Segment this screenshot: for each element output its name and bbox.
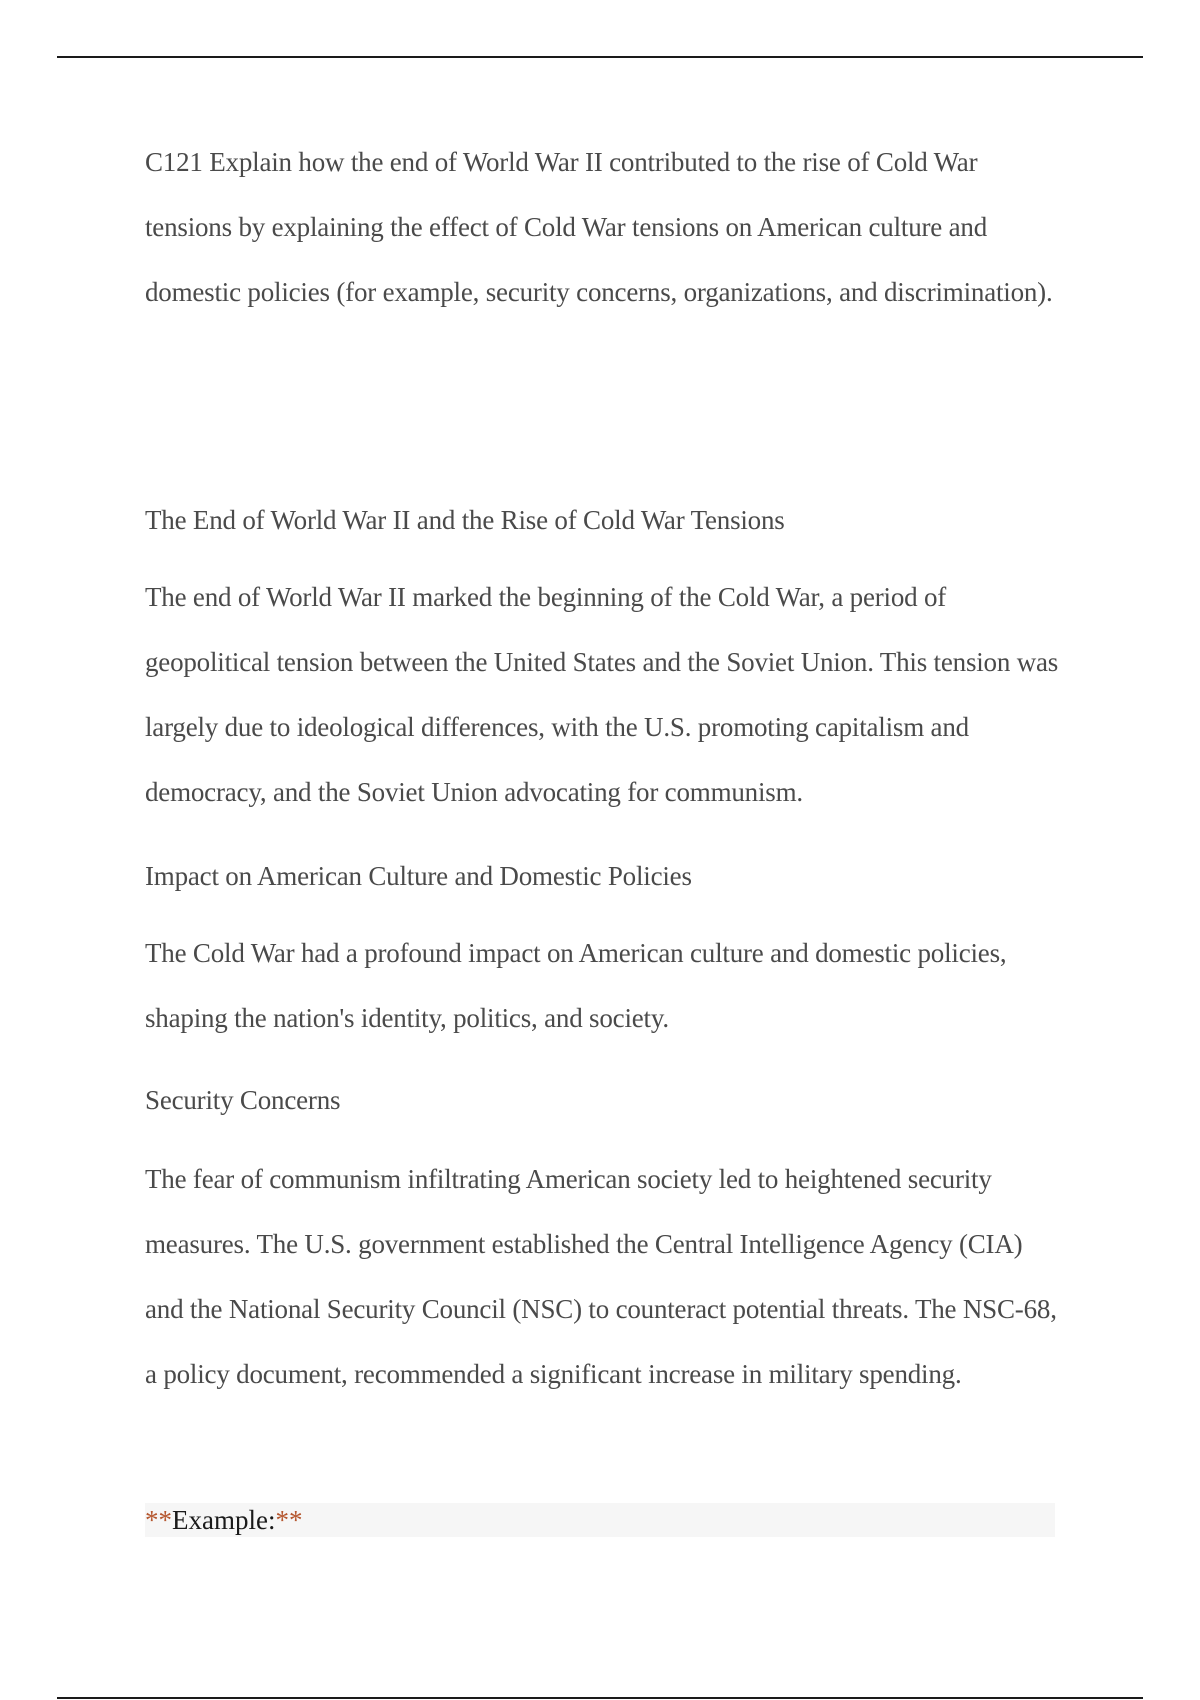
question-paragraph: C121 Explain how the end of World War II contributed to the rise of Cold War tensions by explaining the effect of Cold War tensions on American culture and domestic policies (for example, security concerns, organizations, and discrimination).: [145, 147, 1053, 307]
section-heading-impact: Impact on American Culture and Domestic Policies: [145, 861, 692, 891]
bottom-rule: [57, 1697, 1143, 1699]
section-heading-end-of-war: The End of World War II and the Rise of Cold War Tensions: [145, 505, 785, 535]
example-open-mark: **: [145, 1505, 172, 1535]
section-body-security: The fear of communism infiltrating American society led to heightened security measures. The U.S. government established the Central Intelligence Agency (CIA) and the National Security Council (NSC) to counteract potential threats. The NSC-68, a policy document, recommended a significant increase in military spending.: [145, 1164, 1057, 1389]
section-body-end-of-war: The end of World War II marked the beginning of the Cold War, a period of geopolitical tension between the United States and the Soviet Union. This tension was largely due to ideological differences, with the U.S. promoting capitalism and democracy, and the Soviet Union advocating for communism.: [145, 582, 1059, 807]
top-rule: [57, 56, 1143, 58]
section-body-impact: The Cold War had a profound impact on American culture and domestic policies, shaping the nation's identity, politics, and society.: [145, 938, 1007, 1033]
example-word: Example:: [172, 1505, 276, 1535]
example-label: [145, 1500, 302, 1540]
section-heading-security: Security Concerns: [145, 1085, 341, 1115]
example-close-mark: **: [275, 1505, 303, 1535]
